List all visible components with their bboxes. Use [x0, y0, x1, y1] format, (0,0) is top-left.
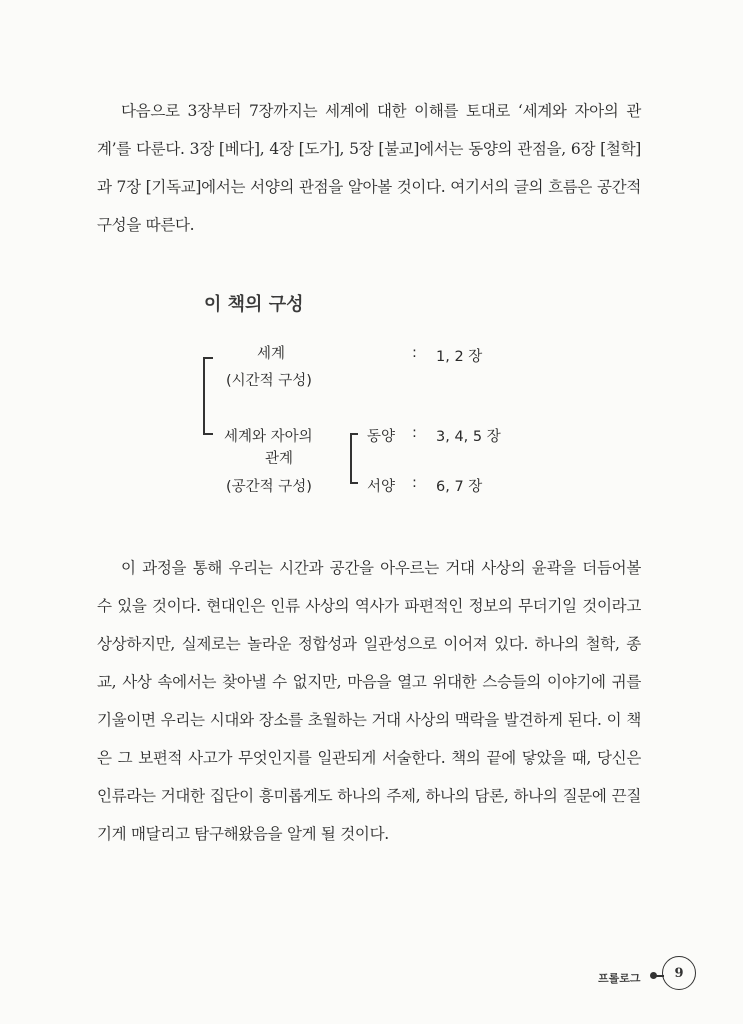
space-composition-label: (공간적 구성)	[226, 479, 312, 495]
main-bracket-bottom	[203, 433, 213, 435]
chapters-east: 3, 4, 5 장	[436, 429, 501, 445]
time-composition-label: (시간적 구성)	[226, 373, 312, 389]
colon-2: :	[412, 425, 417, 441]
body-paragraph-1: 다음으로 3장부터 7장까지는 세계에 대한 이해를 토대로 ‘세계와 자아의 관계’를 다룬다. 3장 [베다], 4장 [도가], 5장 [불교]에서는 동양의 관점을, 6장 [철학]과 7장 [기독교]에서는 서양의 관점을 알아볼 것이다. 여기서의 글의 흐름은 공간적 구성을 따른다.	[97, 102, 641, 234]
relation-label-line2: 관계	[265, 451, 294, 467]
east-label: 동양	[367, 429, 396, 445]
chapters-west: 6, 7 장	[436, 479, 483, 495]
colon-3: :	[412, 475, 417, 491]
footer-section-label: 프롤로그	[598, 972, 641, 985]
relation-label-line1: 세계와 자아의	[224, 429, 313, 445]
main-bracket-vertical	[203, 357, 205, 434]
sub-bracket-bottom	[350, 482, 358, 484]
sub-bracket-vertical	[350, 433, 352, 483]
page-number: 9	[662, 956, 696, 990]
body-paragraph-2: 이 과정을 통해 우리는 시간과 공간을 아우르는 거대 사상의 윤곽을 더듬어볼 수 있을 것이다. 현대인은 인류 사상의 역사가 파편적인 정보의 무더기일 것이라고 상상하지만, 실제로는 놀라운 정합성과 일관성으로 이어져 있다. 하나의 철학, 종교, 사상 속에서는 찾아낼 수 없지만, 마음을 열고 위대한 스승들의 이야기에 귀를 기울이면 우리는 시대와 장소를 초월하는 거대 사상의 맥락을 발견하게 된다. 이 책은 그 보편적 사고가 무엇인지를 일관되게 서술한다. 책의 끝에 닿았을 때, 당신은 인류라는 거대한 집단이 흥미롭게도 하나의 주제, 하나의 담론, 하나의 질문에 끈질기게 매달리고 탐구해왔음을 알게 될 것이다.	[97, 559, 641, 843]
main-bracket-top	[203, 357, 213, 359]
figure-title: 이 책의 구성	[204, 294, 304, 315]
colon-1: :	[412, 345, 417, 361]
world-label: 세계	[257, 346, 286, 362]
chapters-1-2: 1, 2 장	[436, 349, 483, 365]
west-label: 서양	[367, 479, 396, 495]
